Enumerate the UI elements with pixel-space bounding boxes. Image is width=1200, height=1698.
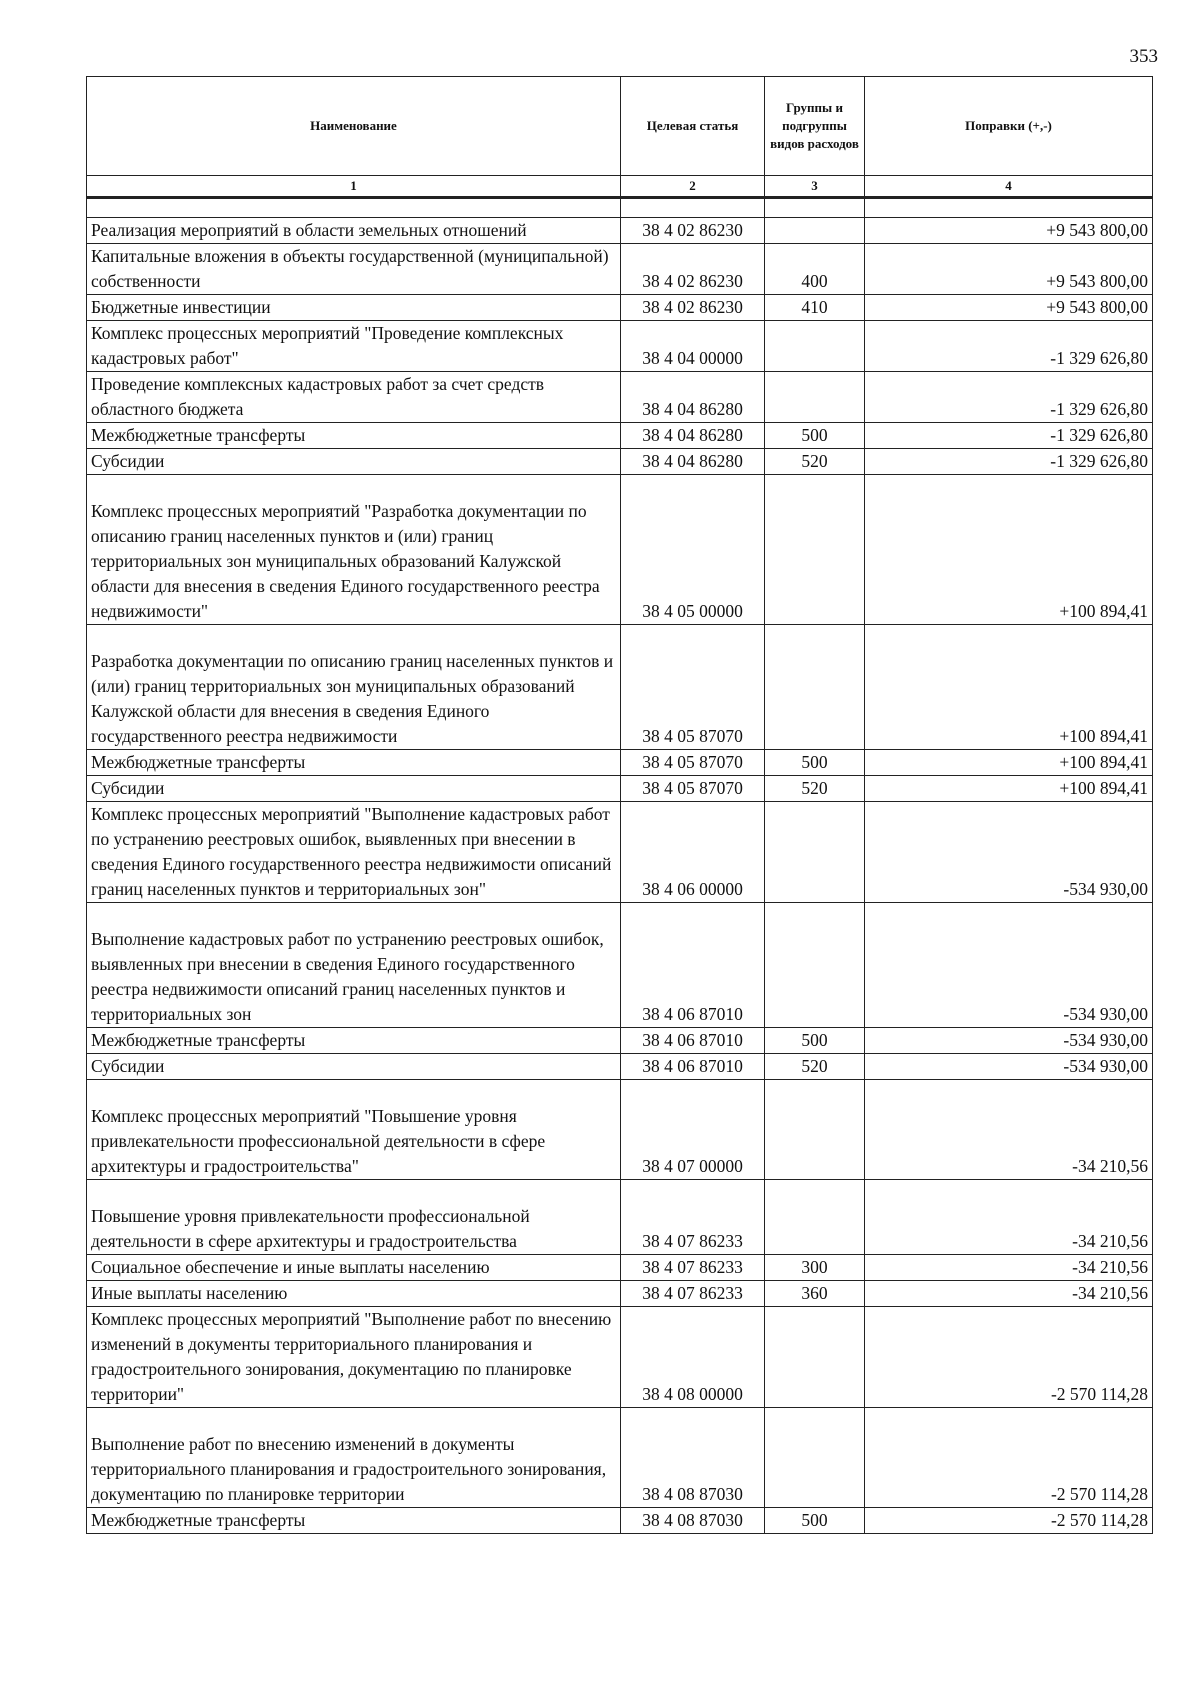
row-name-cell: Межбюджетные трансферты (87, 750, 621, 776)
row-name-cell: Выполнение кадастровых работ по устранению реестровых ошибок, выявленных при внесении в сведения Единого государственного реестра недвижимости описаний границ населенных пунктов и территориальных зон (87, 903, 621, 1028)
row-name-cell: Субсидии (87, 449, 621, 475)
row-expense-group-cell: 360 (765, 1281, 865, 1307)
page-number: 353 (1129, 46, 1158, 67)
row-expense-group-cell: 500 (765, 423, 865, 449)
table-row (87, 625, 1153, 750)
table-row (87, 449, 1153, 475)
table-row (87, 1180, 1153, 1255)
row-target-article-cell: 38 4 04 00000 (621, 321, 765, 372)
row-expense-group-cell (765, 802, 865, 903)
row-expense-group-cell (765, 1408, 865, 1508)
row-name-cell: Капитальные вложения в объекты государственной (муниципальной) собственности (87, 244, 621, 295)
row-name-cell: Повышение уровня привлекательности профессиональной деятельности в сфере архитектуры и градостроительства (87, 1180, 621, 1255)
row-target-article-cell: 38 4 06 00000 (621, 802, 765, 903)
spacer-cell (865, 198, 1153, 218)
table-row (87, 1307, 1153, 1408)
spacer-row (87, 198, 1153, 218)
row-amendment-cell: +9 543 800,00 (865, 244, 1153, 295)
table-row (87, 218, 1153, 244)
row-expense-group-cell (765, 475, 865, 625)
budget-amendments-table (86, 76, 1153, 1534)
row-name-cell: Межбюджетные трансферты (87, 1508, 621, 1534)
row-target-article-cell: 38 4 05 00000 (621, 475, 765, 625)
table-row (87, 802, 1153, 903)
row-amendment-cell: -2 570 114,28 (865, 1408, 1153, 1508)
row-expense-group-cell (765, 218, 865, 244)
table-row (87, 295, 1153, 321)
row-amendment-cell: -1 329 626,80 (865, 449, 1153, 475)
row-name-cell: Комплекс процессных мероприятий "Повышение уровня привлекательности профессиональной деятельности в сфере архитектуры и градостроительства" (87, 1080, 621, 1180)
row-target-article-cell: 38 4 08 87030 (621, 1508, 765, 1534)
row-expense-group-cell: 520 (765, 449, 865, 475)
column-number: 2 (621, 176, 765, 198)
row-expense-group-cell: 500 (765, 750, 865, 776)
row-target-article-cell: 38 4 08 87030 (621, 1408, 765, 1508)
row-name-cell: Комплекс процессных мероприятий "Разработка документации по описанию границ населенных пунктов и (или) границ территориальных зон муниципальных образований Калужской области для внесения в сведения Единого государственного реестра недвижимости" (87, 475, 621, 625)
row-name-cell: Межбюджетные трансферты (87, 423, 621, 449)
row-amendment-cell: +9 543 800,00 (865, 218, 1153, 244)
row-expense-group-cell (765, 1180, 865, 1255)
row-expense-group-cell (765, 1080, 865, 1180)
row-amendment-cell: -34 210,56 (865, 1080, 1153, 1180)
row-target-article-cell: 38 4 02 86230 (621, 244, 765, 295)
column-number: 1 (87, 176, 621, 198)
row-amendment-cell: -34 210,56 (865, 1281, 1153, 1307)
table-header-row (87, 77, 1153, 176)
spacer-cell (621, 198, 765, 218)
row-name-cell: Субсидии (87, 776, 621, 802)
row-amendment-cell: +100 894,41 (865, 776, 1153, 802)
row-amendment-cell: -2 570 114,28 (865, 1307, 1153, 1408)
row-target-article-cell: 38 4 05 87070 (621, 625, 765, 750)
table-row (87, 1080, 1153, 1180)
row-amendment-cell: -534 930,00 (865, 1028, 1153, 1054)
row-amendment-cell: -534 930,00 (865, 903, 1153, 1028)
row-name-cell: Социальное обеспечение и иные выплаты населению (87, 1255, 621, 1281)
row-name-cell: Межбюджетные трансферты (87, 1028, 621, 1054)
row-amendment-cell: -34 210,56 (865, 1255, 1153, 1281)
table-row (87, 1508, 1153, 1534)
row-amendment-cell: +100 894,41 (865, 475, 1153, 625)
header-expense-groups: Группы и подгруппы видов расходов (765, 77, 865, 176)
table-row (87, 1281, 1153, 1307)
row-amendment-cell: -1 329 626,80 (865, 321, 1153, 372)
row-target-article-cell: 38 4 04 86280 (621, 423, 765, 449)
row-target-article-cell: 38 4 06 87010 (621, 1054, 765, 1080)
table-row (87, 1054, 1153, 1080)
row-target-article-cell: 38 4 04 86280 (621, 449, 765, 475)
row-expense-group-cell (765, 372, 865, 423)
row-amendment-cell: +9 543 800,00 (865, 295, 1153, 321)
row-amendment-cell: +100 894,41 (865, 750, 1153, 776)
row-name-cell: Бюджетные инвестиции (87, 295, 621, 321)
spacer-cell (765, 198, 865, 218)
table-row (87, 423, 1153, 449)
column-number: 4 (865, 176, 1153, 198)
row-name-cell: Иные выплаты населению (87, 1281, 621, 1307)
row-amendment-cell: -2 570 114,28 (865, 1508, 1153, 1534)
spacer-cell (87, 198, 621, 218)
table-row (87, 903, 1153, 1028)
row-name-cell: Комплекс процессных мероприятий "Выполнение кадастровых работ по устранению реестровых ошибок, выявленных при внесении в сведения Единого государственного реестра недвижимости описаний границ населенных пунктов и территориальных зон" (87, 802, 621, 903)
row-amendment-cell: -534 930,00 (865, 1054, 1153, 1080)
row-expense-group-cell (765, 625, 865, 750)
row-target-article-cell: 38 4 07 86233 (621, 1281, 765, 1307)
header-target-article: Целевая статья (621, 77, 765, 176)
row-amendment-cell: -34 210,56 (865, 1180, 1153, 1255)
table-row (87, 1028, 1153, 1054)
row-expense-group-cell: 520 (765, 776, 865, 802)
row-target-article-cell: 38 4 07 00000 (621, 1080, 765, 1180)
header-name: Наименование (87, 77, 621, 176)
row-name-cell: Проведение комплексных кадастровых работ за счет средств областного бюджета (87, 372, 621, 423)
row-name-cell: Комплекс процессных мероприятий "Выполнение работ по внесению изменений в документы территориального планирования и градостроительного зонирования, документацию по планировке территории" (87, 1307, 621, 1408)
row-name-cell: Реализация мероприятий в области земельных отношений (87, 218, 621, 244)
row-expense-group-cell: 520 (765, 1054, 865, 1080)
table-row (87, 1408, 1153, 1508)
row-amendment-cell: -534 930,00 (865, 802, 1153, 903)
row-target-article-cell: 38 4 04 86280 (621, 372, 765, 423)
column-number: 3 (765, 176, 865, 198)
row-name-cell: Комплекс процессных мероприятий "Проведение комплексных кадастровых работ" (87, 321, 621, 372)
row-amendment-cell: +100 894,41 (865, 625, 1153, 750)
row-target-article-cell: 38 4 05 87070 (621, 750, 765, 776)
row-target-article-cell: 38 4 07 86233 (621, 1180, 765, 1255)
row-expense-group-cell: 300 (765, 1255, 865, 1281)
row-expense-group-cell (765, 903, 865, 1028)
row-expense-group-cell: 400 (765, 244, 865, 295)
header-amendments: Поправки (+,-) (865, 77, 1153, 176)
row-target-article-cell: 38 4 02 86230 (621, 295, 765, 321)
row-target-article-cell: 38 4 06 87010 (621, 903, 765, 1028)
table-row (87, 372, 1153, 423)
row-name-cell: Субсидии (87, 1054, 621, 1080)
table-row (87, 776, 1153, 802)
table-row (87, 321, 1153, 372)
row-expense-group-cell (765, 1307, 865, 1408)
row-name-cell: Выполнение работ по внесению изменений в документы территориального планирования и градостроительного зонирования, документацию по планировке территории (87, 1408, 621, 1508)
table-row (87, 475, 1153, 625)
row-expense-group-cell: 410 (765, 295, 865, 321)
row-target-article-cell: 38 4 06 87010 (621, 1028, 765, 1054)
row-name-cell: Разработка документации по описанию границ населенных пунктов и (или) границ территориальных зон муниципальных образований Калужской области для внесения в сведения Единого государственного реестра недвижимости (87, 625, 621, 750)
row-target-article-cell: 38 4 02 86230 (621, 218, 765, 244)
row-target-article-cell: 38 4 08 00000 (621, 1307, 765, 1408)
row-expense-group-cell (765, 321, 865, 372)
row-amendment-cell: -1 329 626,80 (865, 372, 1153, 423)
row-amendment-cell: -1 329 626,80 (865, 423, 1153, 449)
row-target-article-cell: 38 4 07 86233 (621, 1255, 765, 1281)
table-row (87, 1255, 1153, 1281)
row-expense-group-cell: 500 (765, 1508, 865, 1534)
column-number-row (87, 176, 1153, 198)
row-target-article-cell: 38 4 05 87070 (621, 776, 765, 802)
row-expense-group-cell: 500 (765, 1028, 865, 1054)
table-row (87, 750, 1153, 776)
table-row (87, 244, 1153, 295)
